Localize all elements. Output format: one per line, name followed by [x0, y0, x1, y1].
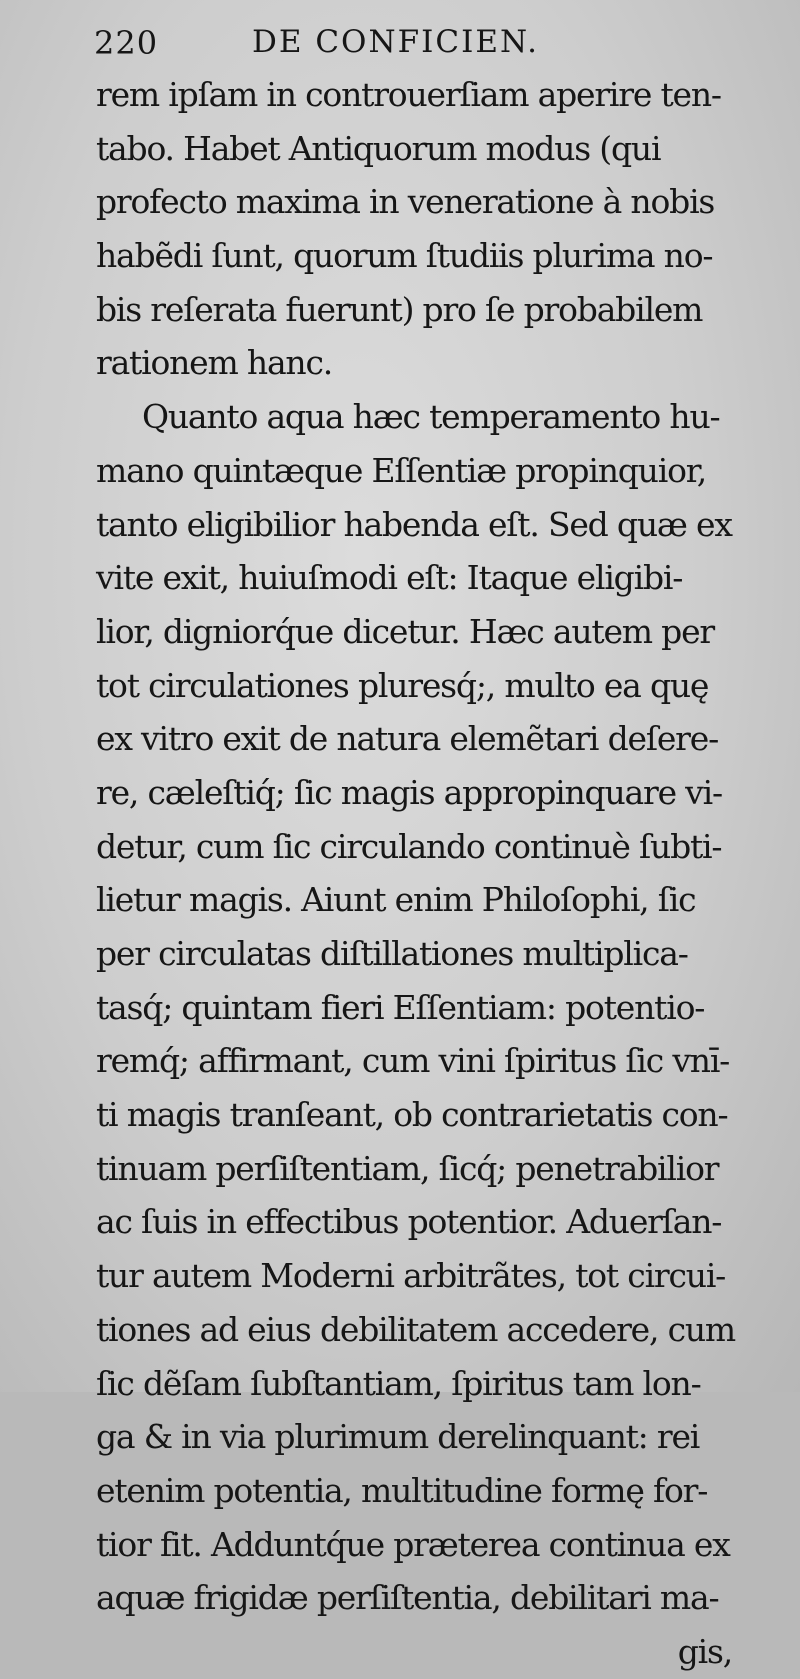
- text-line: ac ſuis in effectibus potentior. Aduerſan-: [96, 1202, 722, 1242]
- text-line: lietur magis. Aiunt enim Philoſophi, ſic: [96, 880, 696, 920]
- text-line: detur, cum ſic circulando continuè ſubti-: [96, 826, 722, 866]
- text-line: tot circulationes pluresq́;, multo ea quę: [96, 665, 709, 705]
- text-line: mano quintæque Eſſentiæ propinquior,: [96, 450, 707, 490]
- text-line: profecto maxima in veneratione à nobis: [96, 182, 715, 222]
- text-line: ex vitro exit de natura elemẽtari deſere-: [96, 719, 719, 759]
- text-block: [96, 68, 736, 1679]
- page-header: [94, 20, 734, 72]
- text-line: Quanto aqua hæc temperamento hu-: [142, 397, 720, 437]
- text-line: tur autem Moderni arbitrãtes, tot circui-: [96, 1256, 726, 1296]
- text-line: lior, digniorq́ue dicetur. Hæc autem per: [96, 611, 714, 651]
- text-line: etenim potentia, multitudine formę for-: [96, 1470, 708, 1510]
- text-line: rationem hanc.: [96, 343, 333, 383]
- text-line: vite exit, huiuſmodi eſt: Itaque eligibi-: [96, 558, 683, 598]
- page-number: 220: [94, 24, 159, 62]
- text-line: tior fit. Adduntq́ue præterea continua ex: [96, 1524, 730, 1564]
- text-line: bis reſerata fuerunt) pro ſe probabilem: [96, 289, 703, 329]
- text-line: tasq́; quintam fieri Eſſentiam: potentio-: [96, 987, 705, 1027]
- text-line: rem ipſam in controuerſiam aperire ten-: [96, 75, 721, 114]
- catchword: gis,: [677, 1631, 732, 1671]
- text-line: aquæ frigidæ perſiſtentia, debilitari ma-: [96, 1578, 719, 1618]
- text-line: per circulatas diſtillationes multiplica-: [96, 934, 688, 973]
- text-line: tanto eligibilior habenda eſt. Sed quæ ex: [96, 504, 732, 544]
- text-line: re, cæleſtiq́; ſic magis appropinquare vi-: [96, 772, 722, 812]
- text-line: tiones ad eius debilitatem accedere, cum: [96, 1309, 736, 1349]
- text-line: tabo. Habet Antiquorum modus (qui: [96, 128, 661, 168]
- text-line: ti magis tranſeant, ob contrarietatis con-: [96, 1095, 728, 1135]
- text-line: ga & in via plurimum derelinquant: rei: [96, 1417, 700, 1457]
- running-head: DE CONFICIEN.: [252, 24, 539, 60]
- text-line: ſic dẽſam ſubſtantiam, ſpiritus tam lon-: [96, 1363, 701, 1403]
- text-line: habẽdi ſunt, quorum ſtudiis plurima no-: [96, 236, 713, 276]
- text-line: tinuam perſiſtentiam, ſicq́; penetrabilior: [96, 1148, 719, 1188]
- text-line: remq́; affirmant, cum vini ſpiritus ſic vnī-: [96, 1041, 730, 1081]
